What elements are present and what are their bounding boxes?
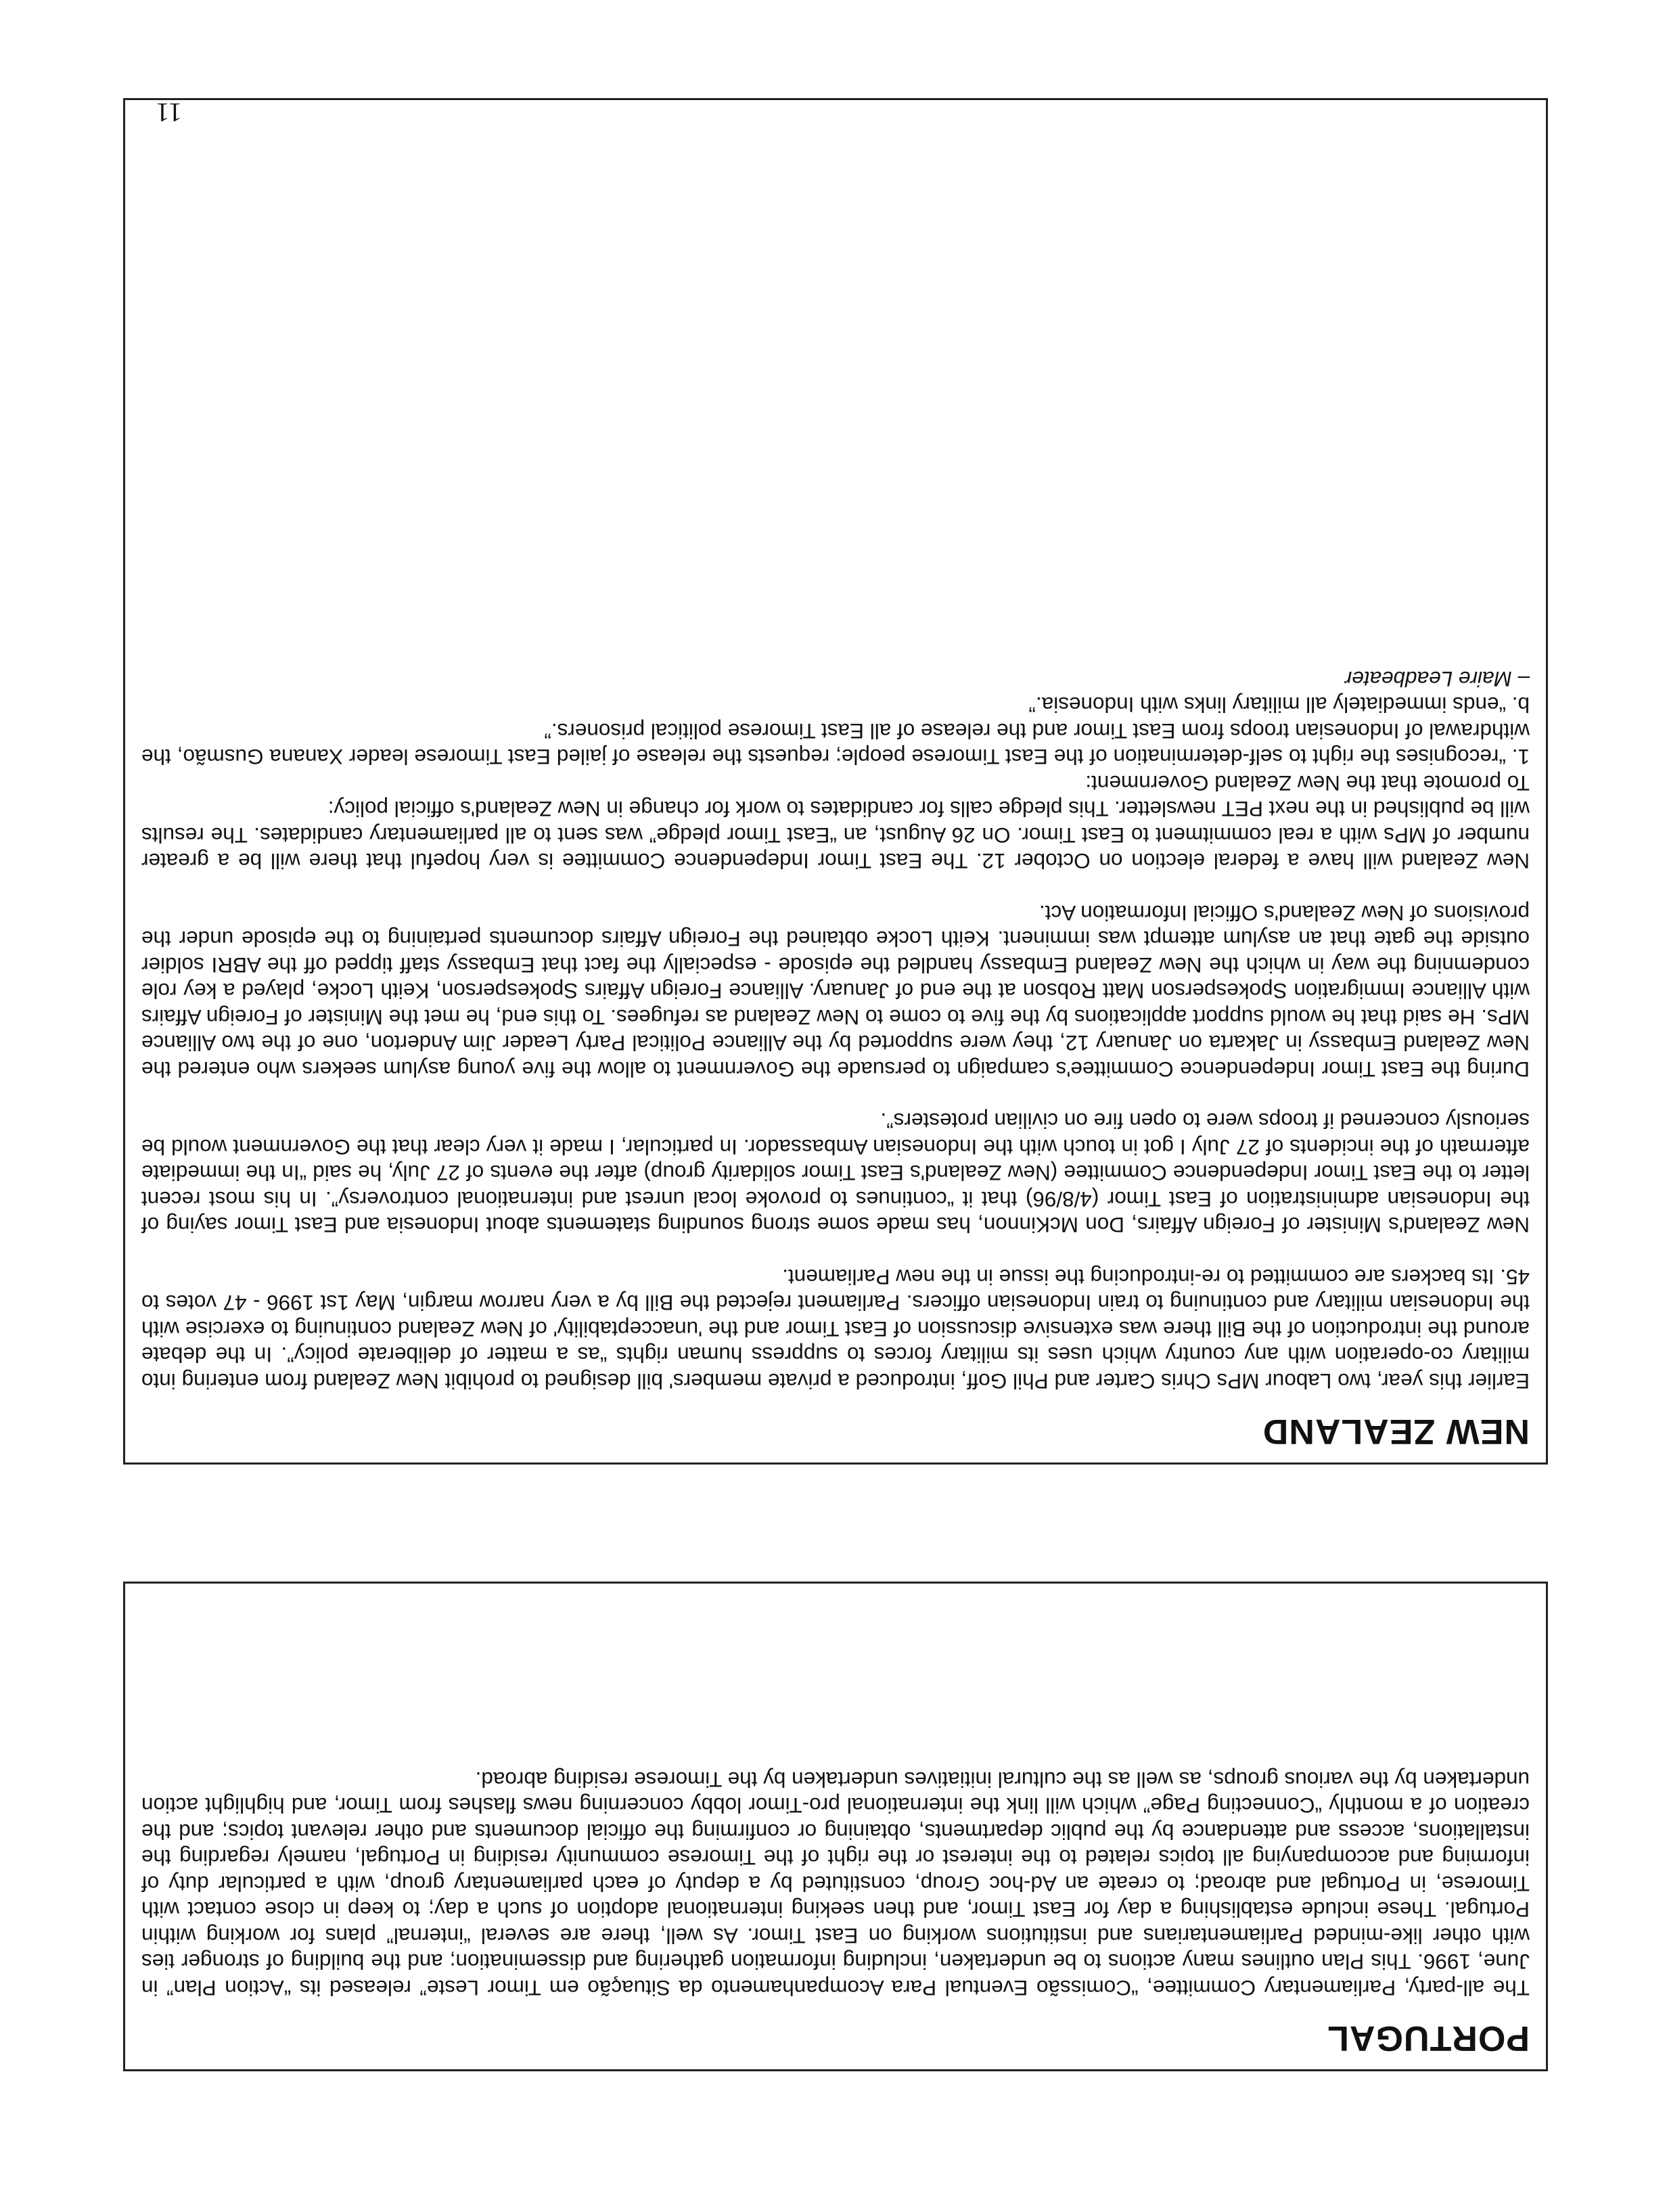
page-number: 11: [156, 97, 182, 128]
nz-paragraph-promote: To promote that the New Zealand Government:: [1085, 770, 1530, 796]
new-zealand-section: [123, 98, 1548, 1465]
nz-paragraph-asylum: During the East Timor Independence Committee's campaign to persuade the Government to allow the five young asylum seekers who entered the New Zealand Embassy in Jakarta on January 12, they were supported by the Alliance Political Party Leader Jim Anderton, one of the two Alliance MPs. He said that he would support applications by the five to come to New Zealand as refugees. To this end, he met the Minister of Foreign Affairs with Alliance Immigration Spokesperson Matt Robson at the end of January. Alliance Foreign Affairs Spokesperson, Keith Locke, played a key role condemning the way in which the New Zealand Embassy handled the episode - especially the fact that Embassy staff tipped off the ABRI soldier outside the gate that an asylum attempt was imminent. Keith Locke obtained the Foreign Affairs documents pertaining to the episode under the provisions of New Zealand's Official Information Act.: [141, 900, 1530, 1082]
nz-pledge-item-1: 1. “recognises the right to self-determination of the East Timorese people; requests the release of jailed East Timorese leader Xanana Gusmão, the withdrawal of Indonesian troops from East Timor and the release of all East Timorese political prisoners.”: [141, 718, 1530, 770]
section-heading-new-zealand: NEW ZEALAND: [1262, 1412, 1530, 1451]
section-heading-portugal: PORTUGAL: [1327, 2019, 1530, 2058]
nz-paragraph-election: New Zealand will have a federal election on October 12. The East Timor Independence Committee is very hopeful that there will be a greater number of MPs with a real commitment to East Timor. On 26 August, an “East Timor pledge” was sent to all parliamentary candidates. The results will be published in the next PET newsletter. This pledge calls for candidates to work for change in New Zealand's official policy:: [141, 797, 1530, 874]
nz-pledge-item-b: b. “ends immediately all military links with Indonesia.”: [1028, 693, 1530, 718]
portugal-section: [123, 1582, 1548, 2071]
author-signature: – Maire Leadbeater: [1344, 666, 1530, 691]
nz-paragraph-bill: Earlier this year, two Labour MPs Chris Carter and Phil Goff, introduced a private members' bill designed to prohibit New Zealand from entering into military co-operation with any country which uses its military forces to suppress human rights “as a matter of deliberate policy”. In the debate around the introduction of the Bill there was extensive discussion of East Timor and the 'unacceptability' of New Zealand continuing to exercise with the Indonesian military and continuing to train Indonesian officers. Parliament rejected the Bill by a very narrow margin, May 1st 1996 - 47 votes to 45. Its backers are committed to re-introducing the issue in the new Parliament.: [141, 1264, 1530, 1393]
nz-paragraph-minister: New Zealand's Minister of Foreign Affairs, Don McKinnon, has made some strong sounding statements about Indonesia and East Timor saying of the Indonesian administration of East Timor (4/8/96) that it “continues to provoke local unrest and international controversy”. In his most recent letter to the East Timor Independence Committee (New Zealand's East Timor solidarity group) after the events of 27 July, he said “In the immediate aftermath of the incidents of 27 July I got in touch with the Indonesian Ambassador. In particular, I made it very clear that the Government would be seriously concerned if troops were to open fire on civilian protesters”.: [141, 1109, 1530, 1238]
portugal-paragraph: The all-party, Parliamentary Committee, “Comissão Eventual Para Acompanhamento da Situação em Timor Leste” released its “Action Plan” in June, 1996. This Plan outlines many actions to be undertaken, including information gathering and dissemination; and the building of stronger ties with other like-minded Parliamentarians and institutions working on East Timor. As well, there are several “internal” plans for working within Portugal. These include establishing a day for East Timor, and then seeking international adoption of such a day; to keep in close contact with Timorese, in Portugal and abroad; to create an Ad-hoc Group, constituted by a deputy of each parliamentary group, with a particular duty of informing and accompanying all topics related to the interest or the right of the Timorese community residing in Portugal, namely regarding the installations, access and attendance by the public departments, obtaining or confirming the official documents and other relevant topics; and the creation of a monthly “Connecting Page” which will link the international pro-Timor lobby concerning news flashes from Timor, and highlight action undertaken by the various groups, as well as the cultural initiatives undertaken by the Timorese residing abroad.: [141, 1767, 1530, 2000]
